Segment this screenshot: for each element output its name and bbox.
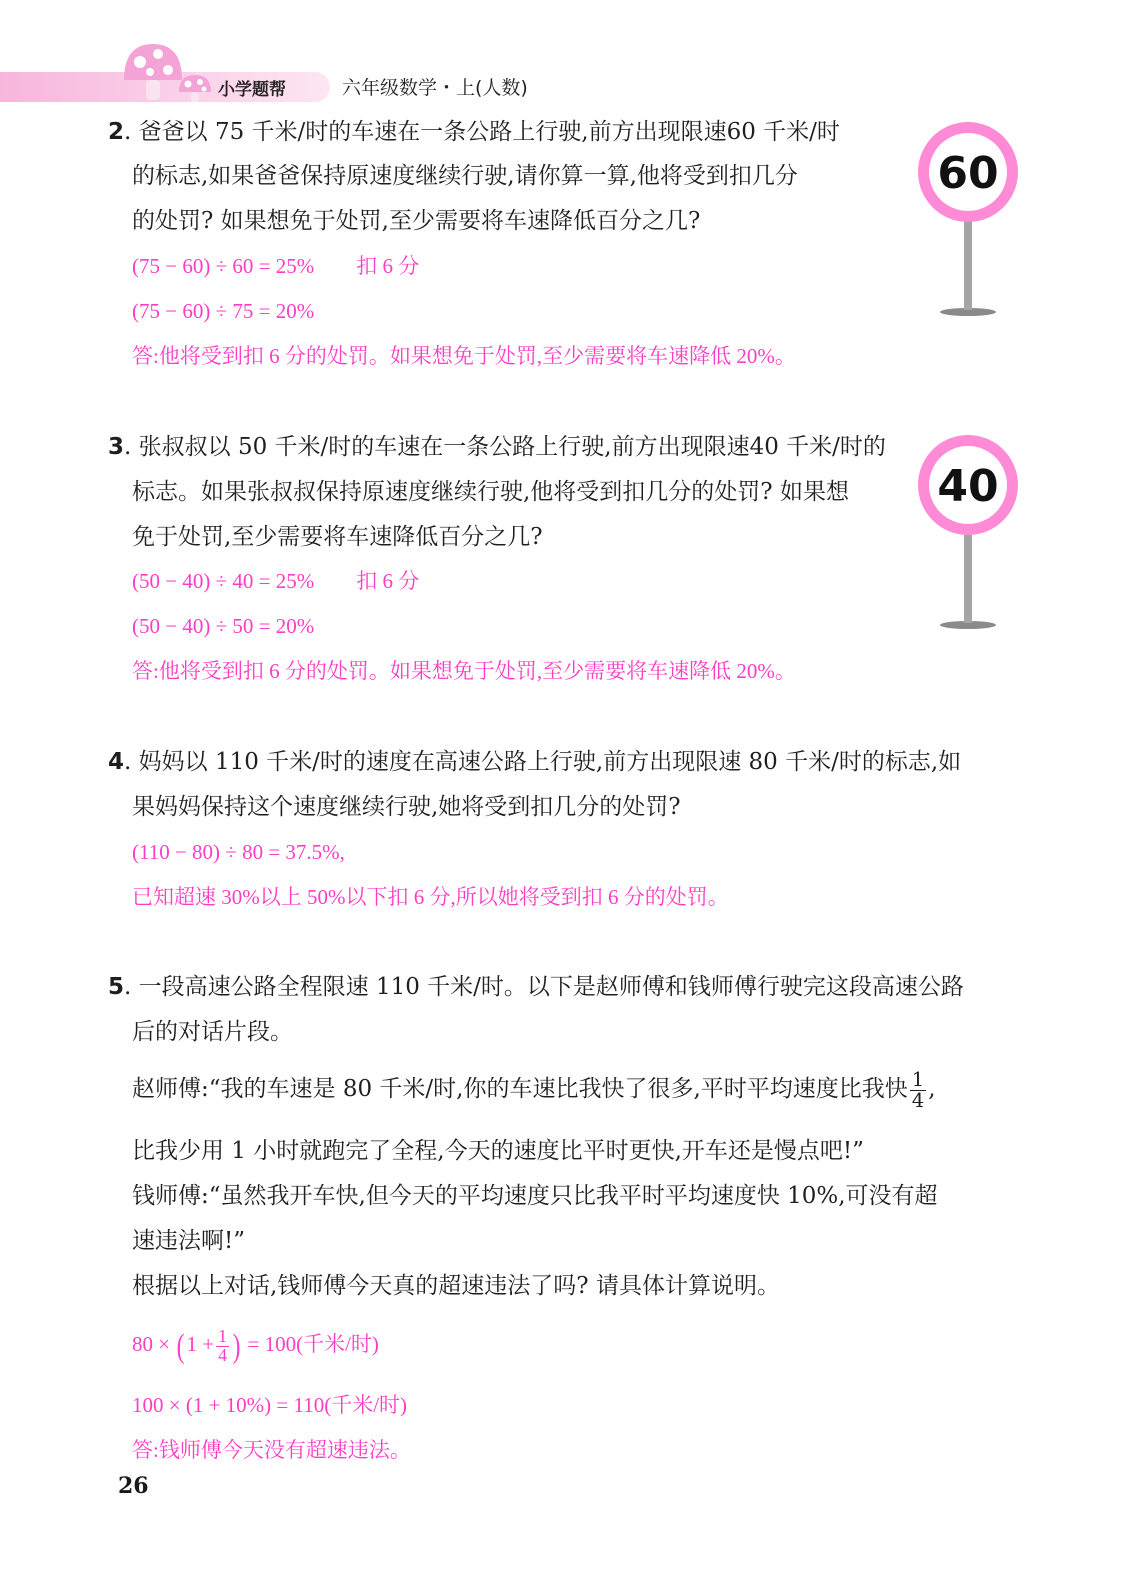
q3-line-3: 免于处罚,至少需要将车速降低百分之几?: [132, 524, 543, 550]
q2-answer-3: 答:他将受到扣 6 分的处罚。如果想免于处罚,至少需要将车速降低 20%。: [132, 344, 796, 368]
q2-answer-2: (75 − 60) ÷ 75 = 20%: [132, 299, 315, 323]
q3-number: 3: [108, 434, 125, 460]
q5-line-2: 后的对话片段。: [132, 1019, 293, 1045]
q4-line-1: 4. 妈妈以 110 千米/时的速度在高速公路上行驶,前方出现限速 80 千米/时的标志,如: [108, 749, 962, 775]
fraction-one-quarter-answer: $\frac{1}{4}$: [218, 1326, 228, 1365]
q3-line-2: 标志。如果张叔叔保持原速度继续行驶,他将受到扣几分的处罚? 如果想: [132, 479, 849, 505]
q3-answer-3: 答:他将受到扣 6 分的处罚。如果想免于处罚,至少需要将车速降低 20%。: [132, 659, 796, 683]
q2-line-1: 2. 爸爸以 75 千米/时的车速在一条公路上行驶,前方出现限速60 千米/时: [108, 119, 840, 145]
q5-answer-1: 80 × (1 + $\frac{1}{4}$ ) = 100(千米/时): [132, 1326, 379, 1365]
q5-question: 根据以上对话,钱师傅今天真的超速违法了吗? 请具体计算说明。: [132, 1273, 780, 1299]
q5-qian-line-1: 钱师傅:“虽然我开车快,但今天的平均速度只比我平时平均速度快 10%,可没有超: [132, 1183, 938, 1209]
q3-answer-1: (50 − 40) ÷ 40 = 25% 扣 6 分: [132, 569, 420, 593]
speed-limit-sign-60: [916, 120, 1020, 320]
q5-answer-3: 答:钱师傅今天没有超速违法。: [132, 1438, 411, 1462]
q5-number: 5: [108, 974, 125, 1000]
q5-zhao-line-2: 比我少用 1 小时就跑完了全程,今天的速度比平时更快,开车还是慢点吧!”: [132, 1138, 864, 1164]
speed-limit-sign-40: [916, 433, 1020, 633]
fraction-one-quarter: $\frac{1}{4}$: [911, 1068, 925, 1112]
page-number: 26: [118, 1473, 149, 1499]
sign-label: 60: [937, 148, 999, 199]
q2-answer-1: (75 − 60) ÷ 60 = 25% 扣 6 分: [132, 254, 420, 278]
header-subject: 六年级数学・上(人数): [342, 77, 528, 99]
q3-line-1: 3. 张叔叔以 50 千米/时的车速在一条公路上行驶,前方出现限速40 千米/时的: [108, 434, 886, 460]
q2-line-3: 的处罚? 如果想免于处罚,至少需要将车速降低百分之几?: [132, 208, 701, 234]
q5-qian-line-2: 速违法啊!”: [132, 1228, 246, 1254]
q4-answer-1: (110 − 80) ÷ 80 = 37.5%,: [132, 840, 345, 864]
q5-answer-2: 100 × (1 + 10%) = 110(千米/时): [132, 1393, 408, 1417]
q4-answer-2: 已知超速 30%以上 50%以下扣 6 分,所以她将受到扣 6 分的处罚。: [132, 885, 729, 909]
q2-line-2: 的标志,如果爸爸保持原速度继续行驶,请你算一算,他将受到扣几分: [132, 163, 798, 189]
mushroom-small-icon: [176, 72, 214, 104]
header-brand: 小学题帮: [218, 80, 286, 100]
q2-number: 2: [108, 119, 125, 145]
q3-answer-2: (50 − 40) ÷ 50 = 20%: [132, 614, 315, 638]
q5-zhao-line-1: 赵师傅:“我的车速是 80 千米/时,你的车速比我快了很多,平时平均速度比我快 $\frac{1}{4}$ ,: [132, 1068, 936, 1112]
q4-number: 4: [108, 749, 125, 775]
q4-line-2: 果妈妈保持这个速度继续行驶,她将受到扣几分的处罚?: [132, 794, 681, 820]
sign-label: 40: [937, 461, 999, 512]
q5-line-1: 5. 一段高速公路全程限速 110 千米/时。以下是赵师傅和钱师傅行驶完这段高速公路: [108, 974, 964, 1000]
